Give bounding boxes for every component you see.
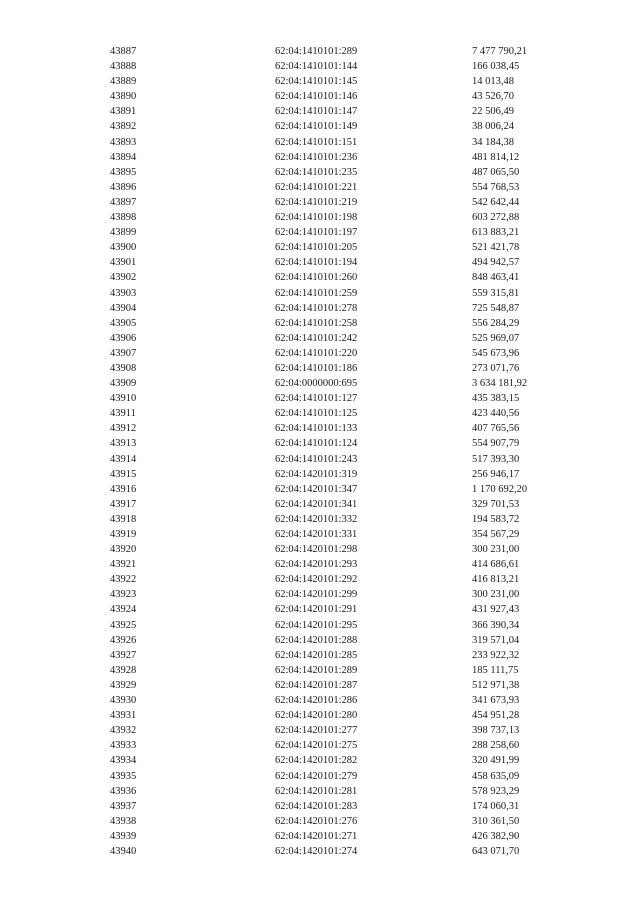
cadastral-value: 554 768,53 — [472, 181, 520, 193]
table-row — [110, 240, 592, 255]
cadastral-value: 300 231,00 — [472, 589, 520, 601]
table-row — [110, 346, 592, 361]
record-number: 43934 — [110, 755, 137, 767]
cadastral-number: 62:04:1420101:281 — [275, 785, 358, 797]
table-row — [110, 693, 592, 708]
table-row — [110, 195, 592, 210]
table-row — [110, 844, 592, 859]
cadastral-value: 194 583,72 — [472, 513, 520, 525]
cadastral-value: 414 686,61 — [472, 559, 520, 571]
cadastral-number: 62:04:1420101:289 — [275, 664, 358, 676]
table-row — [110, 59, 592, 74]
cadastral-number: 62:04:1410101:260 — [275, 272, 358, 284]
record-number: 43892 — [110, 121, 137, 133]
table-row — [110, 74, 592, 89]
table-row — [110, 829, 592, 844]
cadastral-value: 22 506,49 — [472, 106, 514, 118]
record-number: 43912 — [110, 423, 137, 435]
table-row — [110, 557, 592, 572]
record-number: 43924 — [110, 604, 137, 616]
table-row — [110, 708, 592, 723]
cadastral-value: 613 883,21 — [472, 227, 520, 239]
cadastral-number: 62:04:1420101:341 — [275, 498, 358, 510]
table-row — [110, 512, 592, 527]
cadastral-value: 494 942,57 — [472, 257, 520, 269]
table-row — [110, 814, 592, 829]
cadastral-value: 256 946,17 — [472, 468, 520, 480]
cadastral-value: 525 969,07 — [472, 332, 520, 344]
record-number: 43918 — [110, 513, 137, 525]
record-number: 43891 — [110, 106, 137, 118]
cadastral-number: 62:04:1410101:194 — [275, 257, 358, 269]
record-number: 43925 — [110, 619, 137, 631]
record-number: 43927 — [110, 649, 137, 661]
cadastral-number: 62:04:1420101:288 — [275, 634, 358, 646]
cadastral-value: 517 393,30 — [472, 453, 520, 465]
cadastral-value: 487 065,50 — [472, 166, 520, 178]
cadastral-number: 62:04:1420101:279 — [275, 770, 358, 782]
cadastral-value: 545 673,96 — [472, 347, 520, 359]
records-table — [110, 44, 592, 859]
record-number: 43906 — [110, 332, 137, 344]
cadastral-value: 423 440,56 — [472, 408, 520, 420]
cadastral-number: 62:04:1420101:282 — [275, 755, 358, 767]
cadastral-number: 62:04:1410101:235 — [275, 166, 358, 178]
cadastral-number: 62:04:1410101:127 — [275, 393, 358, 405]
table-row — [110, 406, 592, 421]
record-number: 43928 — [110, 664, 137, 676]
table-row — [110, 421, 592, 436]
record-number: 43904 — [110, 302, 137, 314]
table-row — [110, 270, 592, 285]
table-row — [110, 331, 592, 346]
table-row — [110, 527, 592, 542]
record-number: 43911 — [110, 408, 136, 420]
cadastral-number: 62:04:1420101:295 — [275, 619, 358, 631]
cadastral-number: 62:04:1420101:271 — [275, 830, 358, 842]
cadastral-value: 38 006,24 — [472, 121, 514, 133]
cadastral-value: 559 315,81 — [472, 287, 520, 299]
cadastral-number: 62:04:1420101:283 — [275, 800, 358, 812]
cadastral-value: 329 701,53 — [472, 498, 520, 510]
table-row — [110, 89, 592, 104]
cadastral-value: 454 951,28 — [472, 710, 520, 722]
record-number: 43939 — [110, 830, 137, 842]
cadastral-value: 300 231,00 — [472, 544, 520, 556]
cadastral-number: 62:04:1410101:124 — [275, 438, 358, 450]
record-number: 43910 — [110, 393, 137, 405]
cadastral-value: 185 111,75 — [472, 664, 519, 676]
cadastral-number: 62:04:1410101:149 — [275, 121, 358, 133]
cadastral-number: 62:04:1420101:276 — [275, 815, 358, 827]
table-row — [110, 104, 592, 119]
table-row — [110, 119, 592, 134]
record-number: 43893 — [110, 136, 137, 148]
cadastral-number: 62:04:0000000:695 — [275, 378, 358, 390]
cadastral-number: 62:04:1410101:125 — [275, 408, 358, 420]
record-number: 43895 — [110, 166, 137, 178]
cadastral-value: 310 361,50 — [472, 815, 520, 827]
cadastral-number: 62:04:1420101:332 — [275, 513, 358, 525]
record-number: 43894 — [110, 151, 137, 163]
cadastral-number: 62:04:1410101:205 — [275, 242, 358, 254]
cadastral-number: 62:04:1410101:242 — [275, 332, 358, 344]
cadastral-number: 62:04:1410101:259 — [275, 287, 358, 299]
record-number: 43916 — [110, 483, 137, 495]
cadastral-number: 62:04:1420101:293 — [275, 559, 358, 571]
cadastral-number: 62:04:1420101:280 — [275, 710, 358, 722]
record-number: 43930 — [110, 695, 137, 707]
table-row — [110, 482, 592, 497]
cadastral-number: 62:04:1420101:286 — [275, 695, 358, 707]
table-row — [110, 497, 592, 512]
cadastral-value: 3 634 181,92 — [472, 378, 528, 390]
record-number: 43890 — [110, 91, 137, 103]
record-number: 43905 — [110, 317, 137, 329]
record-number: 43909 — [110, 378, 137, 390]
cadastral-number: 62:04:1410101:133 — [275, 423, 358, 435]
cadastral-value: 7 477 790,21 — [472, 46, 528, 57]
record-number: 43922 — [110, 574, 137, 586]
table-row — [110, 467, 592, 482]
record-number: 43921 — [110, 559, 137, 571]
cadastral-value: 166 038,45 — [472, 61, 520, 73]
cadastral-number: 62:04:1410101:219 — [275, 196, 358, 208]
cadastral-number: 62:04:1420101:347 — [275, 483, 358, 495]
cadastral-number: 62:04:1410101:151 — [275, 136, 358, 148]
table-row — [110, 316, 592, 331]
records-table-body — [110, 44, 592, 859]
record-number: 43937 — [110, 800, 137, 812]
cadastral-value: 578 923,29 — [472, 785, 520, 797]
cadastral-value: 273 071,76 — [472, 362, 520, 374]
record-number: 43913 — [110, 438, 137, 450]
record-number: 43900 — [110, 242, 137, 254]
cadastral-number: 62:04:1420101:285 — [275, 649, 358, 661]
cadastral-number: 62:04:1420101:298 — [275, 544, 358, 556]
record-number: 43931 — [110, 710, 137, 722]
cadastral-value: 407 765,56 — [472, 423, 520, 435]
table-row — [110, 44, 592, 59]
record-number: 43908 — [110, 362, 137, 374]
table-row — [110, 452, 592, 467]
cadastral-number: 62:04:1420101:274 — [275, 845, 358, 857]
cadastral-number: 62:04:1420101:331 — [275, 529, 358, 540]
record-number: 43907 — [110, 347, 137, 359]
record-number: 43896 — [110, 181, 137, 193]
table-row — [110, 165, 592, 180]
cadastral-value: 435 383,15 — [472, 393, 520, 405]
cadastral-number: 62:04:1410101:186 — [275, 362, 358, 374]
cadastral-value: 521 421,78 — [472, 242, 520, 254]
cadastral-number: 62:04:1420101:287 — [275, 679, 358, 691]
record-number: 43901 — [110, 257, 137, 269]
table-row — [110, 286, 592, 301]
table-row — [110, 784, 592, 799]
cadastral-value: 288 258,60 — [472, 740, 520, 752]
record-number: 43889 — [110, 76, 137, 88]
cadastral-number: 62:04:1420101:292 — [275, 574, 358, 586]
cadastral-value: 319 571,04 — [472, 634, 520, 646]
table-row — [110, 225, 592, 240]
cadastral-value: 426 382,90 — [472, 830, 520, 842]
cadastral-value: 398 737,13 — [472, 725, 520, 737]
record-number: 43903 — [110, 287, 137, 299]
cadastral-number: 62:04:1410101:197 — [275, 227, 358, 239]
cadastral-value: 512 971,38 — [472, 679, 520, 691]
record-number: 43938 — [110, 815, 137, 827]
table-row — [110, 769, 592, 784]
cadastral-value: 1 170 692,20 — [472, 483, 528, 495]
record-number: 43899 — [110, 227, 137, 239]
record-number: 43919 — [110, 529, 137, 540]
cadastral-number: 62:04:1410101:146 — [275, 91, 358, 103]
cadastral-number: 62:04:1420101:275 — [275, 740, 358, 752]
record-number: 43940 — [110, 845, 137, 857]
cadastral-value: 341 673,93 — [472, 695, 520, 707]
table-row — [110, 210, 592, 225]
table-row — [110, 799, 592, 814]
cadastral-number: 62:04:1410101:221 — [275, 181, 358, 193]
record-number: 43917 — [110, 498, 137, 510]
cadastral-value: 643 071,70 — [472, 845, 520, 857]
record-number: 43902 — [110, 272, 137, 284]
cadastral-number: 62:04:1410101:198 — [275, 212, 358, 224]
table-row — [110, 150, 592, 165]
cadastral-number: 62:04:1410101:278 — [275, 302, 358, 314]
record-number: 43929 — [110, 679, 137, 691]
record-number: 43888 — [110, 61, 137, 73]
table-row — [110, 678, 592, 693]
record-number: 43932 — [110, 725, 137, 737]
record-number: 43897 — [110, 196, 137, 208]
record-number: 43898 — [110, 212, 137, 224]
cadastral-number: 62:04:1420101:299 — [275, 589, 358, 601]
cadastral-value: 556 284,29 — [472, 317, 520, 329]
cadastral-number: 62:04:1410101:144 — [275, 61, 358, 73]
cadastral-value: 43 526,70 — [472, 91, 514, 103]
record-number: 43915 — [110, 468, 137, 480]
record-number: 43914 — [110, 453, 137, 465]
table-row — [110, 618, 592, 633]
cadastral-value: 174 060,31 — [472, 800, 520, 812]
table-row — [110, 180, 592, 195]
cadastral-value: 542 642,44 — [472, 196, 520, 208]
table-row — [110, 648, 592, 663]
cadastral-value: 354 567,29 — [472, 529, 520, 540]
table-row — [110, 572, 592, 587]
cadastral-value: 458 635,09 — [472, 770, 520, 782]
table-row — [110, 602, 592, 617]
table-row — [110, 376, 592, 391]
record-number: 43923 — [110, 589, 137, 601]
cadastral-number: 62:04:1410101:145 — [275, 76, 358, 88]
cadastral-value: 554 907,79 — [472, 438, 520, 450]
record-number: 43887 — [110, 46, 137, 57]
table-row — [110, 633, 592, 648]
table-row — [110, 255, 592, 270]
cadastral-value: 416 813,21 — [472, 574, 520, 586]
cadastral-value: 431 927,43 — [472, 604, 520, 616]
cadastral-value: 725 548,87 — [472, 302, 520, 314]
cadastral-value: 603 272,88 — [472, 212, 520, 224]
record-number: 43920 — [110, 544, 137, 556]
record-number: 43936 — [110, 785, 137, 797]
table-row — [110, 542, 592, 557]
cadastral-value: 14 013,48 — [472, 76, 514, 88]
cadastral-number: 62:04:1420101:277 — [275, 725, 358, 737]
cadastral-number: 62:04:1410101:147 — [275, 106, 358, 118]
cadastral-number: 62:04:1410101:289 — [275, 46, 358, 57]
cadastral-number: 62:04:1410101:220 — [275, 347, 358, 359]
cadastral-value: 848 463,41 — [472, 272, 520, 284]
table-row — [110, 301, 592, 316]
table-row — [110, 753, 592, 768]
record-number: 43926 — [110, 634, 137, 646]
cadastral-number: 62:04:1410101:258 — [275, 317, 358, 329]
table-row — [110, 361, 592, 376]
cadastral-number: 62:04:1410101:243 — [275, 453, 358, 465]
table-row — [110, 135, 592, 150]
table-row — [110, 391, 592, 406]
cadastral-value: 233 922,32 — [472, 649, 520, 661]
record-number: 43935 — [110, 770, 137, 782]
table-row — [110, 738, 592, 753]
cadastral-value: 320 491,99 — [472, 755, 520, 767]
table-row — [110, 587, 592, 602]
cadastral-number: 62:04:1420101:319 — [275, 468, 358, 480]
cadastral-number: 62:04:1420101:291 — [275, 604, 358, 616]
table-row — [110, 436, 592, 451]
record-number: 43933 — [110, 740, 137, 752]
cadastral-number: 62:04:1410101:236 — [275, 151, 358, 163]
cadastral-value: 366 390,34 — [472, 619, 520, 631]
table-row — [110, 663, 592, 678]
cadastral-value: 481 814,12 — [472, 151, 520, 163]
table-row — [110, 723, 592, 738]
cadastral-value: 34 184,38 — [472, 136, 514, 148]
